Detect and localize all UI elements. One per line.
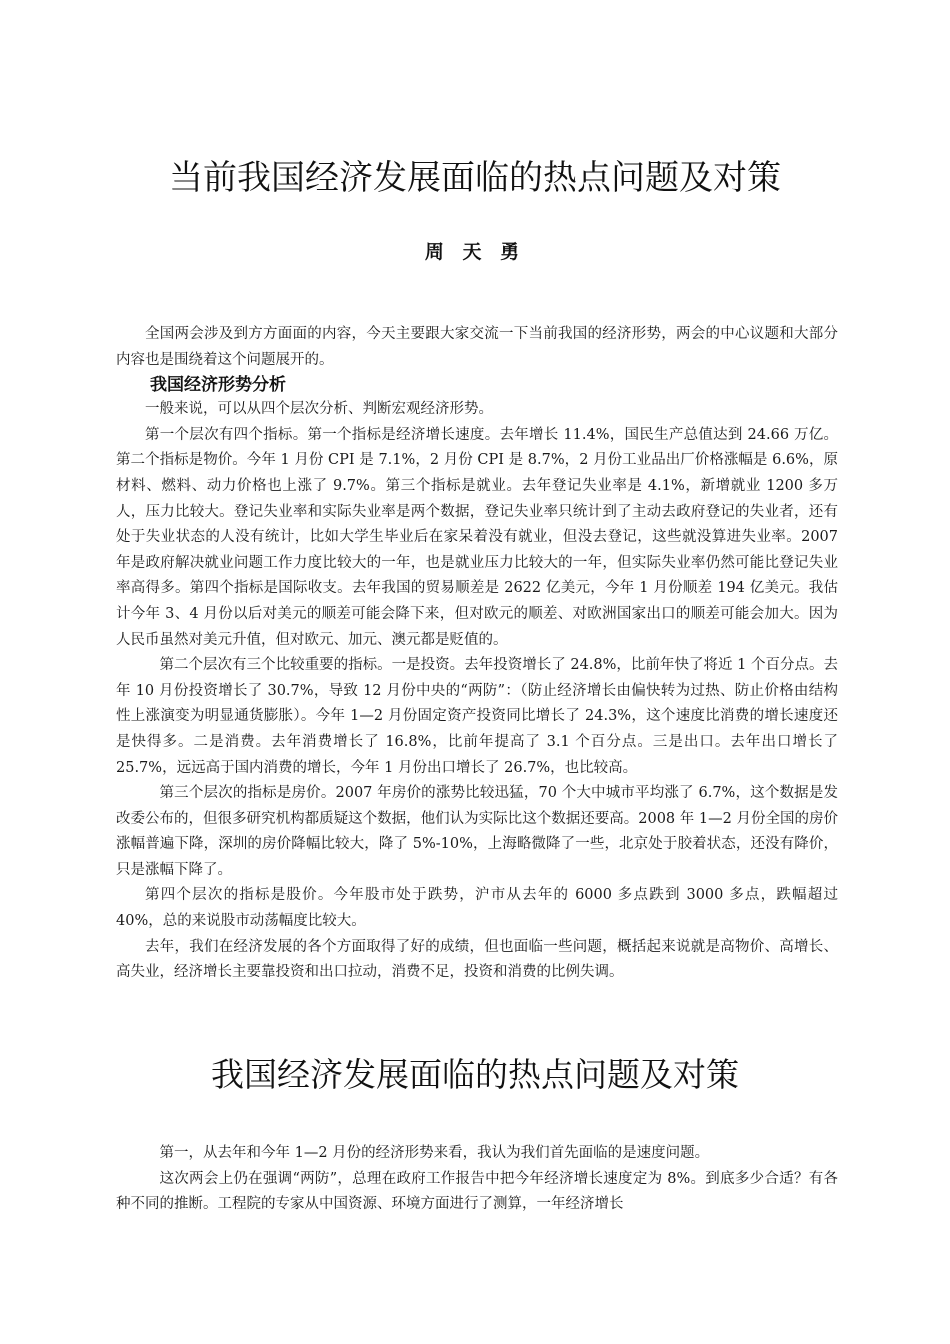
author-name: 周 天 勇 xyxy=(424,241,526,263)
paragraph: 一般来说，可以从四个层次分析、判断宏观经济形势。 xyxy=(145,401,493,418)
intro-paragraph: 全国两会涉及到方方面面的内容，今天主要跟大家交流一下当前我国的经济形势，两会的中心议题和大部分内容也是围绕着这个问题展开的。 xyxy=(116,326,838,368)
body-section-2 xyxy=(116,1141,838,1218)
paragraph: 第一，从去年和今年 1—2 月份的经济形势来看，我认为我们首先面临的是速度问题。 xyxy=(159,1145,710,1161)
paragraph: 第三个层次的指标是房价。2007 年房价的涨势比较迅猛，70 个大中城市平均涨了 6.7%，这个数据是发改委公布的，但很多研究机构都质疑这个数据，他们认为实际比这个数据还要高。2008 年 1—2 月份全国的房价涨幅普遍下降，深圳的房价降幅比较大，降了 5%-10%，上海略微降了一些，北京处于胶着状态，还没有降价，只是涨幅下降了。 xyxy=(116,785,838,878)
paragraph: 去年，我们在经济发展的各个方面取得了好的成绩，但也面临一些问题，概括起来说就是高物价、高增长、高失业，经济增长主要靠投资和出口拉动，消费不足，投资和消费的比例失调。 xyxy=(116,938,838,981)
section-title-hot-issues: 我国经济发展面临的热点问题及对策 xyxy=(211,1055,739,1094)
paragraph: 第二个层次有三个比较重要的指标。一是投资。去年投资增长了 24.8%，比前年快了将近 1 个百分点。去年 10 月份投资增长了 30.7%，导致 12 月份中央的“两防”：（防止经济增长由偏快转为过热、防止价格由结构性上涨演变为明显通货膨胀）。今年 1—2 月份固定资产投资同比增长了 24.3%，这个速度比消费的增长速度还是快得多。二是消费。去年消费增长了 16.8%，比前年提高了 3.1 个百分点。三是出口。去年出口增长了 25.7%，远远高于国内消费的增长，今年 1 月份出口增长了 26.7%，也比较高。 xyxy=(116,657,838,776)
paragraph: 第一个层次有四个指标。第一个指标是经济增长速度。去年增长 11.4%，国民生产总值达到 24.66 万亿。第二个指标是物价。今年 1 月份 CPI 是 7.1%，2 月份 CPI 是 8.7%，2 月份工业品出厂价格涨幅是 6.6%，原材料、燃料、动力价格也上涨了 9.7%。第三个指标是就业。去年登记失业率是 4.1%，新增就业 1200 多万人，压力比较大。登记失业率和实际失业率是两个数据，登记失业率只统计到了主动去政府登记的失业者，还有处于失业状态的人没有统计，比如大学生毕业后在家呆着没有就业，但没去登记，这些就没算进失业率。2007 年是政府解决就业问题工作力度比较大的一年，也是就业压力比较大的一年，但实际失业率仍然可能比登记失业率高得多。第四个指标是国际收支。去年我国的贸易顺差是 2622 亿美元，今年 1 月份顺差 194 亿美元。我估计今年 3、4 月份以后对美元的顺差可能会降下来，但对欧元的顺差、对欧洲国家出口的顺差可能会加大。因为人民币虽然对美元升值，但对欧元、加元、澳元都是贬值的。 xyxy=(116,426,838,648)
body-section-1 xyxy=(116,322,838,986)
document-title: 当前我国经济发展面临的热点问题及对策 xyxy=(169,158,781,198)
section-heading-economic-analysis: 我国经济形势分析 xyxy=(150,375,286,396)
paragraph: 第四个层次的指标是股价。今年股市处于跌势，沪市从去年的 6000 多点跌到 3000 多点，跌幅超过 40%，总的来说股市动荡幅度比较大。 xyxy=(116,887,838,930)
paragraph: 这次两会上仍在强调“两防”，总理在政府工作报告中把今年经济增长速度定为 8%。到底多少合适？有各种不同的推断。工程院的专家从中国资源、环境方面进行了测算，一年经济增长 xyxy=(116,1170,838,1213)
